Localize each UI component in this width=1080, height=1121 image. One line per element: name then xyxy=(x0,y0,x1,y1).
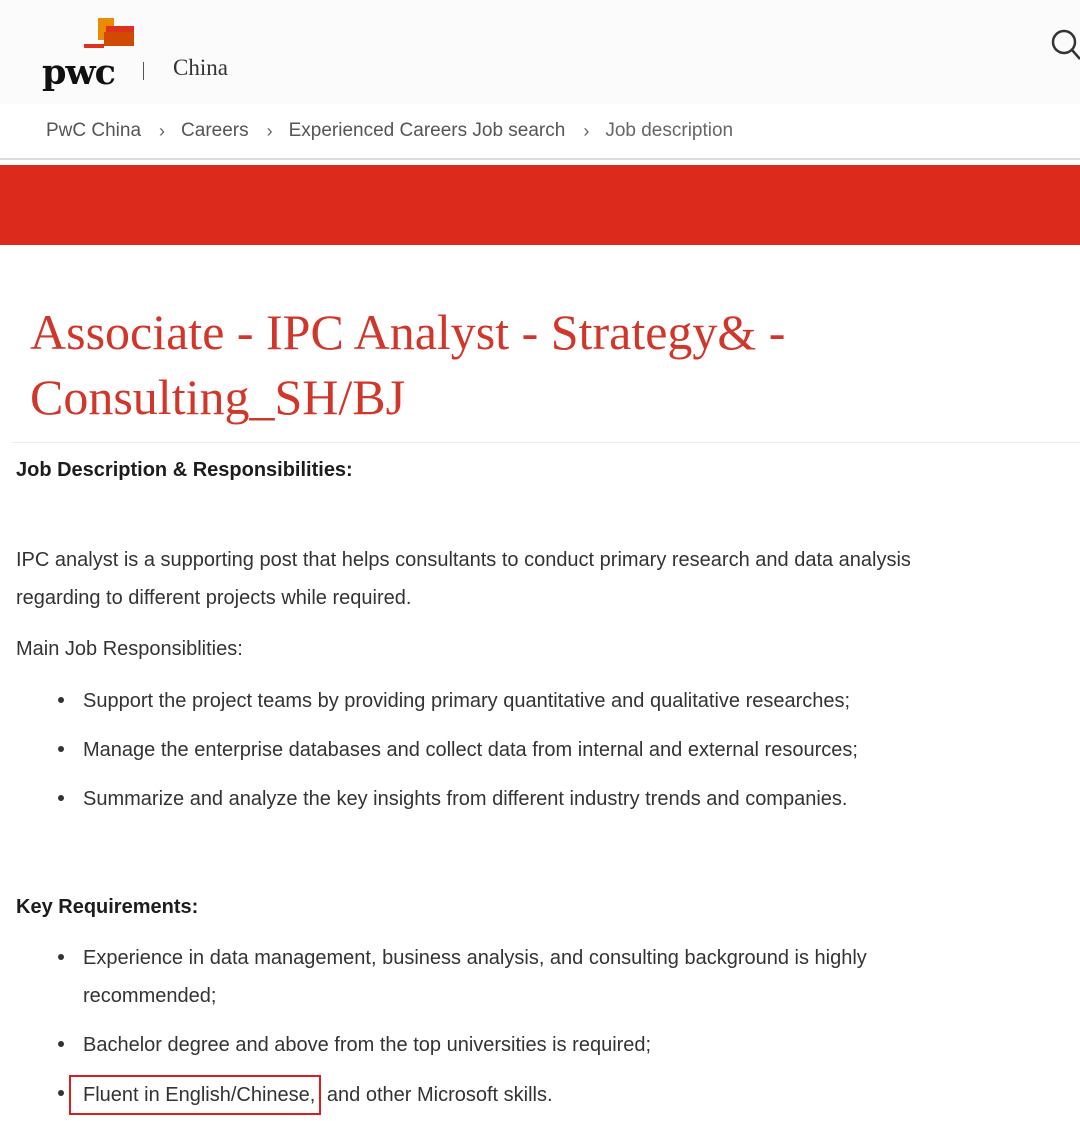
intro-line-2: regarding to different projects while required. xyxy=(16,587,412,609)
bullet-icon xyxy=(58,1090,64,1096)
responsibilities-list xyxy=(16,682,1056,818)
search-icon[interactable] xyxy=(1046,26,1080,62)
logo-wordmark: pwc xyxy=(42,52,115,93)
bullet-icon xyxy=(58,1041,64,1047)
chevron-right-icon: › xyxy=(266,120,273,141)
logo-separator xyxy=(143,62,144,80)
list-item: Manage the enterprise databases and collect data from internal and external resources; xyxy=(16,731,1056,769)
bullet-icon xyxy=(58,697,64,703)
list-item: Bachelor degree and above from the top universities is required; xyxy=(16,1026,1056,1064)
pwc-logo[interactable] xyxy=(40,14,140,94)
bullet-icon xyxy=(58,746,64,752)
list-item xyxy=(16,1075,1056,1115)
highlight-box: Fluent in English/Chinese, xyxy=(69,1075,321,1115)
red-banner xyxy=(0,165,1080,245)
bullet-icon xyxy=(58,795,64,801)
list-item: Summarize and analyze the key insights from different industry trends and companies. xyxy=(16,780,1056,818)
job-title-line2: Consulting_SH/BJ xyxy=(30,369,406,425)
breadcrumb-careers[interactable]: Careers xyxy=(181,120,249,141)
requirements-list xyxy=(16,939,1056,1115)
site-header xyxy=(0,0,1080,104)
list-item: Support the project teams by providing primary quantitative and qualitative researches; xyxy=(16,682,1056,720)
logo-mark-icon xyxy=(40,14,140,54)
description-heading: Job Description & Responsibilities: xyxy=(16,459,353,481)
responsibilities-label: Main Job Responsiblities: xyxy=(16,638,243,660)
title-divider xyxy=(12,442,1080,443)
requirement-rest-text: and other Microsoft skills. xyxy=(321,1084,553,1106)
bullet-icon xyxy=(58,954,64,960)
requirements-heading: Key Requirements: xyxy=(16,896,199,918)
breadcrumb-pwc-china[interactable]: PwC China xyxy=(46,120,142,141)
chevron-right-icon: › xyxy=(583,120,590,141)
region-label[interactable]: China xyxy=(173,55,228,80)
chevron-right-icon: › xyxy=(159,120,166,141)
intro-paragraph xyxy=(16,541,1056,617)
breadcrumb xyxy=(0,104,1080,160)
intro-line-1: IPC analyst is a supporting post that helps consultants to conduct primary research and data analysis xyxy=(16,549,911,571)
breadcrumb-job-search[interactable]: Experienced Careers Job search xyxy=(288,120,566,141)
job-title-line1: Associate - IPC Analyst - Strategy& - xyxy=(30,304,786,360)
job-title xyxy=(30,300,1030,430)
job-content xyxy=(16,455,1056,1121)
breadcrumb-job-description: Job description xyxy=(605,120,734,141)
list-item: Experience in data management, business analysis, and consulting background is highly recommended; xyxy=(16,939,1056,1015)
